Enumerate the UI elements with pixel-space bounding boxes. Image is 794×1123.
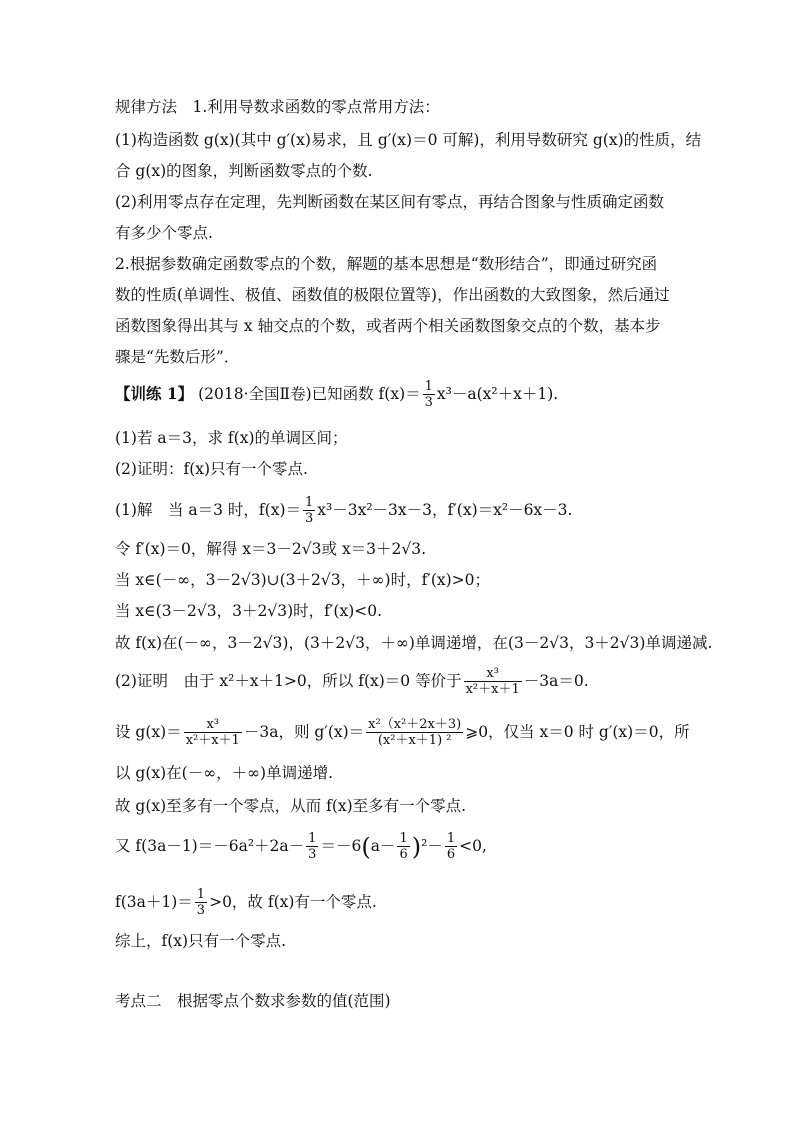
method-text-6: 数的性质(单调性、极值、函数值的极限位置等)，作出函数的大致图象，然后通过	[115, 286, 670, 304]
method-text-3: (2)利用零点存在定理，先判断函数在某区间有零点，再结合图象与性质确定函数	[115, 193, 664, 211]
right-paren: )	[411, 833, 422, 861]
proof-line-2: 设 g(x)＝ $\frac{\text{x³}}{\text{x²＋x＋1}}$ －3a，则 g′(x)＝ $\frac{\text{x²（x²＋2x＋3)}}{\text{(x²＋x＋1) ²}}$ ⩾0，仅当 x＝0 时 g′(x)＝0，所	[115, 717, 690, 748]
fraction-one-third: $\frac{1}{3}$	[305, 495, 314, 526]
method-text-4: 有多少个零点.	[115, 224, 213, 242]
conclusion: 综上，f(x)只有一个零点.	[115, 932, 287, 950]
method-text-1: (1)构造函数 g(x)(其中 g′(x)易求，且 g′(x)＝0 可解)，利用导数研究 g(x)的性质，结	[115, 131, 702, 149]
proof-line-1: (2)证明 由于 x²＋x＋1>0，所以 f(x)＝0 等价于 $\frac{\text{x³}}{\text{x²＋x＋1}}$ －3a＝0.	[115, 666, 589, 697]
training-problem	[115, 380, 558, 410]
training-text-b: x³－a(x²＋x＋1).	[436, 385, 559, 403]
fraction-g: $\frac{\text{x³}}{\text{x²＋x＋1}}$	[185, 717, 240, 748]
solution-line-3: 当 x∈(－∞，3－2√3)∪(3＋2√3，＋∞)时，f′(x)>0；	[115, 571, 491, 589]
method-text-5: 2.根据参数确定函数零点的个数，解题的基本思想是“数形结合”，即通过研究函	[115, 255, 658, 273]
proof-line-4: 故 g(x)至多有一个零点，从而 f(x)至多有一个零点.	[115, 797, 467, 815]
training-label: 【训练 1】	[115, 384, 194, 403]
proof-line-3: 以 g(x)在(－∞，＋∞)单调递增.	[115, 764, 334, 782]
solution-line-2: 令 f′(x)＝0，解得 x＝3－2√3或 x＝3＋2√3.	[115, 540, 427, 558]
fraction-one-third: $\frac{1}{3}$	[424, 379, 433, 410]
proof-line-6: f(3a＋1)＝ $\frac{1}{3}$ >0，故 f(x)有一个零点.	[115, 887, 377, 918]
section-heading: 考点二 根据零点个数求参数的值(范围)	[115, 992, 391, 1010]
question-2: (2)证明：f(x)只有一个零点.	[115, 460, 308, 478]
solution-line-4: 当 x∈(3－2√3，3＋2√3)时，f′(x)<0.	[115, 602, 383, 620]
left-paren: (	[361, 833, 371, 861]
method-text-8: 骤是“先数后形”．	[115, 348, 240, 366]
solution-line-1: (1)解 当 a＝3 时，f(x)＝ $\frac{1}{3}$ x³－3x²－3x－3，f′(x)＝x²－6x－3.	[115, 495, 573, 526]
question-1: (1)若 a＝3，求 f(x)的单调区间；	[115, 429, 348, 447]
solution-line-5: 故 f(x)在(－∞，3－2√3)，(3＋2√3，＋∞)单调递增，在(3－2√3，3＋2√3)单调递减.	[115, 634, 713, 652]
method-heading: 规律方法 1.利用导数求函数的零点常用方法：	[115, 98, 440, 116]
method-text-2: 合 g(x)的图象，判断函数零点的个数.	[115, 162, 373, 180]
fraction-x3-over-quadratic: $\frac{\text{x³}}{\text{x²＋x＋1}}$	[465, 666, 520, 697]
fraction-g-prime: $\frac{\text{x²（x²＋2x＋3)}}{\text{(x²＋x＋1) ²}}$	[368, 717, 462, 748]
method-text-7: 函数图象得出其与 x 轴交点的个数，或者两个相关函数图象交点的个数，基本步	[115, 317, 661, 335]
training-text-a: (2018·全国Ⅱ卷)已知函数 f(x)＝	[198, 385, 421, 403]
proof-line-5: 又 f(3a－1)＝－6a²＋2a－ $\frac{1}{3}$ ＝－6(a－ $\frac{1}{6}$ )²－ $\frac{1}{6}$ <0,	[115, 831, 487, 862]
